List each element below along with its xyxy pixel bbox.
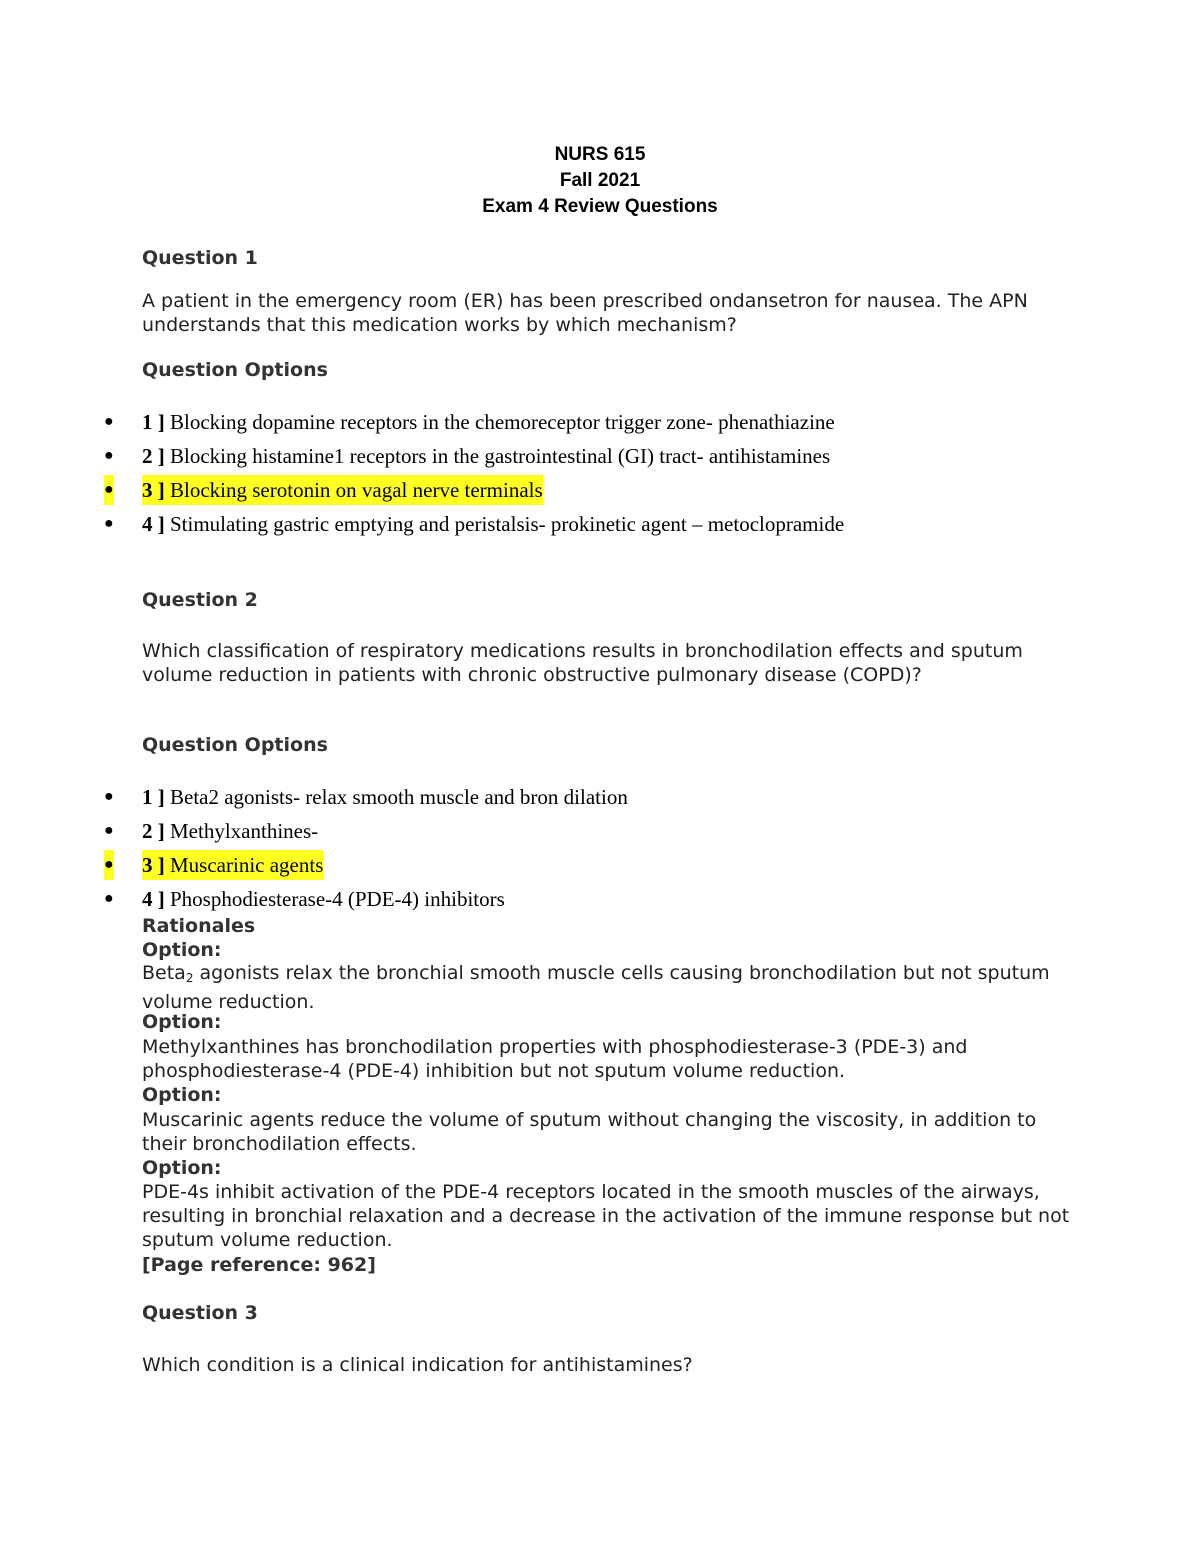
bullet-icon: ●	[104, 788, 114, 805]
option-number: 1 ]	[142, 410, 165, 434]
bullet-icon: ●	[104, 822, 114, 839]
option-text: Blocking serotonin on vagal nerve terminals	[170, 478, 543, 502]
question-1-text: A patient in the emergency room (ER) has been prescribed ondansetron for nausea. The APN understands that this medication works by which mechanism?	[142, 290, 1028, 336]
option-text: Blocking histamine1 receptors in the gastrointestinal (GI) tract- antihistamines	[170, 444, 831, 468]
option-text: Muscarinic agents	[170, 853, 324, 877]
bullet-icon: ●	[104, 447, 114, 464]
option-text: Phosphodiesterase-4 (PDE-4) inhibitors	[170, 887, 505, 911]
option-number: 3 ]	[142, 478, 165, 502]
question-2-title: Question 2	[142, 589, 258, 611]
option-number: 3 ]	[142, 853, 165, 877]
bullet-icon: ●	[104, 413, 114, 430]
page-reference: [Page reference: 962]	[142, 1254, 376, 1276]
option-number: 2 ]	[142, 819, 165, 843]
question-3-title: Question 3	[142, 1302, 258, 1324]
bullet-icon: ●	[104, 515, 114, 532]
option-text: Blocking dopamine receptors in the chemoreceptor trigger zone- phenathiazine	[170, 410, 835, 434]
rationale-2-label: Option:	[142, 1011, 222, 1033]
option-number: 2 ]	[142, 444, 165, 468]
rationale-3-text: Muscarinic agents reduce the volume of sputum without changing the viscosity, in addition to their bronchodilation effects.	[142, 1109, 1037, 1155]
option-number: 4 ]	[142, 887, 165, 911]
exam-title: Exam 4 Review Questions	[482, 196, 718, 217]
rationale-1-text: Beta$_2$ agonists relax the bronchial smooth muscle cells causing bronchodilation but not sputum volume reduction.	[142, 962, 1050, 1013]
question-1-title: Question 1	[142, 247, 258, 269]
question-1-options-title: Question Options	[142, 359, 328, 381]
course-title: NURS 615	[554, 144, 646, 165]
rationale-3-label: Option:	[142, 1084, 222, 1106]
option-text: Beta2 agonists- relax smooth muscle and bron dilation	[170, 785, 628, 809]
rationale-2-text: Methylxanthines has bronchodilation properties with phosphodiesterase-3 (PDE-3) and phosphodiesterase-4 (PDE-4) inhibition but not sputum volume reduction.	[142, 1036, 968, 1082]
semester: Fall 2021	[559, 170, 641, 191]
rationale-4-label: Option:	[142, 1157, 222, 1179]
rationales-title: Rationales	[142, 915, 256, 937]
option-number: 1 ]	[142, 785, 165, 809]
bullet-icon: ●	[104, 475, 114, 505]
rationale-4-text: PDE-4s inhibit activation of the PDE-4 receptors located in the smooth muscles of the airways, resulting in bronchial relaxation and a decrease in the activation of the immune response but not sputum volume reduction.	[142, 1181, 1070, 1251]
question-3-text: Which condition is a clinical indication for antihistamines?	[142, 1354, 693, 1376]
question-2-text: Which classification of respiratory medications results in bronchodilation effects and sputum volume reduction in patients with chronic obstructive pulmonary disease (COPD)?	[142, 640, 1023, 686]
question-2-options-title: Question Options	[142, 734, 328, 756]
option-text: Methylxanthines-	[170, 819, 319, 843]
bullet-icon: ●	[104, 890, 114, 907]
rationale-1-label: Option:	[142, 939, 222, 961]
option-number: 4 ]	[142, 512, 165, 536]
bullet-icon: ●	[104, 850, 114, 880]
option-text: Stimulating gastric emptying and peristalsis- prokinetic agent – metoclopramide	[170, 512, 845, 536]
